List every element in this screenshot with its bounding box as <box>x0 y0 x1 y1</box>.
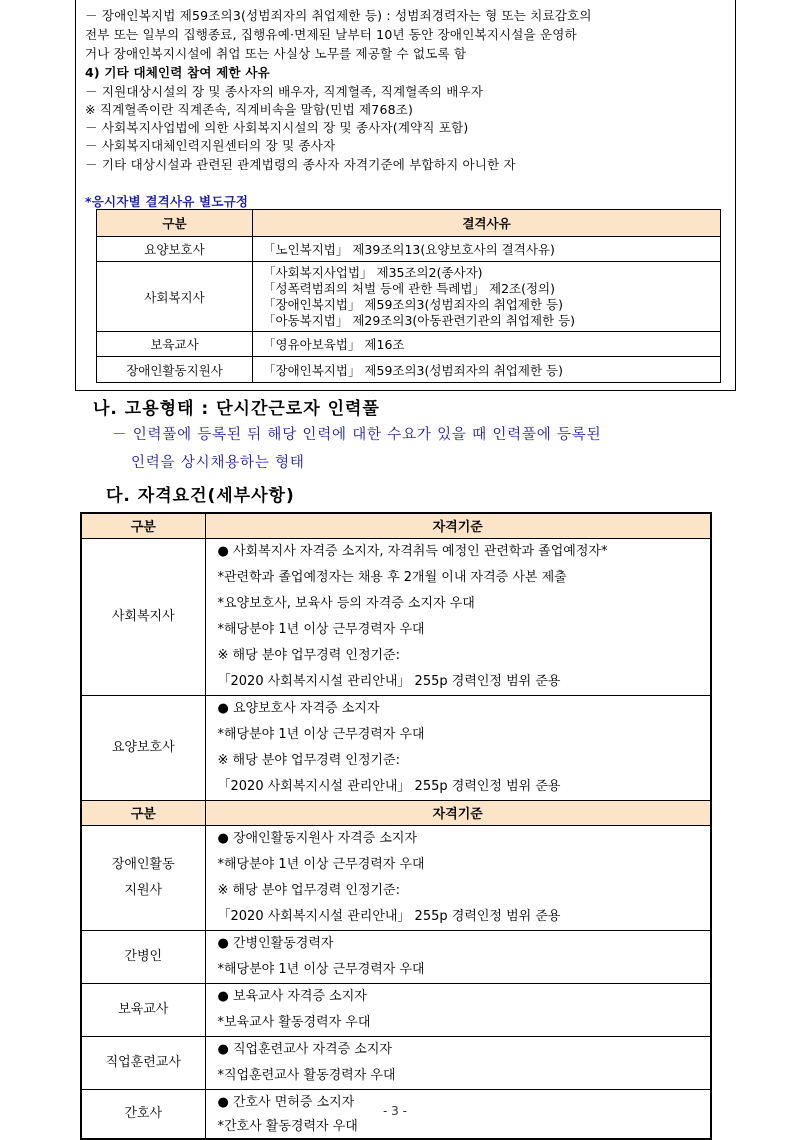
disqualification-subtitle: *응시자별 결격사유 별도규정 <box>85 194 249 209</box>
reason-line: 「아동복지법」 제29조의3(아동관련기관의 취업제한 등) <box>263 312 576 328</box>
criteria-line: 「2020 사회복지시설 관리안내」 255p 경력인정 범위 준용 <box>217 778 561 794</box>
table-row <box>97 357 721 383</box>
category-cell: 직업훈련교사 <box>81 1036 205 1089</box>
column-header: 자격기준 <box>205 513 711 538</box>
criteria-line: ● 간호사 면허증 소지자 <box>217 1094 355 1110</box>
text-line: － 사회복지대체인력지원센터의 장 및 종사자 <box>85 138 336 153</box>
category-cell: 보육교사 <box>97 332 253 357</box>
section-title-employment: 나. 고용형태 : 단시간근로자 인력풀 <box>93 399 380 419</box>
column-header: 결격사유 <box>253 210 721 237</box>
criteria-cell <box>205 825 711 930</box>
criteria-line: *해당분야 1년 이상 근무경력자 우대 <box>217 856 425 872</box>
criteria-line: 「2020 사회복지시설 관리안내」 255p 경력인정 범위 준용 <box>217 908 561 924</box>
employment-desc: 인력을 상시채용하는 형태 <box>131 455 305 471</box>
column-header: 자격기준 <box>205 800 711 825</box>
criteria-line: *요양보호사, 보육사 등의 자격증 소지자 우대 <box>217 595 475 611</box>
criteria-cell <box>205 538 711 695</box>
text-line: ※ 직계혈족이란 직계존속, 직계비속을 말함(민법 제768조) <box>85 102 414 117</box>
text-line: 거나 장애인복지시설에 취업 또는 사실상 노무를 제공할 수 없도록 함 <box>85 46 467 61</box>
text-line: － 장애인복지법 제59조의3(성범죄자의 취업제한 등) : 성범죄경력자는 형 또는 치료감호의 <box>85 8 592 23</box>
criteria-cell <box>205 983 711 1036</box>
text-line: － 사회복지사업법에 의한 사회복지시설의 장 및 종사자(계약직 포함) <box>85 120 469 135</box>
reason-line: 「장애인복지법」 제59조의3(성범죄자의 취업제한 등) <box>263 296 563 312</box>
table-row <box>81 930 711 983</box>
category-cell: 요양보호사 <box>81 695 205 800</box>
criteria-line: *해당분야 1년 이상 근무경력자 우대 <box>217 621 425 637</box>
table-row <box>97 237 721 262</box>
criteria-cell <box>205 1036 711 1089</box>
criteria-line: *간호사 활동경력자 우대 <box>217 1118 358 1134</box>
subsection-heading: 4) 기타 대체인력 참여 제한 사유 <box>85 65 270 80</box>
category-cell: 장애인활동지원사 <box>97 357 253 383</box>
criteria-line: ※ 해당 분야 업무경력 인정기준: <box>217 882 400 898</box>
criteria-line: ● 직업훈련교사 자격증 소지자 <box>217 1041 392 1057</box>
column-header: 구분 <box>97 210 253 237</box>
table-row <box>97 332 721 357</box>
reason-cell: 「영유아보육법」 제16조 <box>253 332 721 357</box>
category-cell: 간병인 <box>81 930 205 983</box>
employment-desc: － 인력풀에 등록된 뒤 해당 인력에 대한 수요가 있을 때 인력풀에 등록된 <box>112 427 602 443</box>
criteria-line: ※ 해당 분야 업무경력 인정기준: <box>217 752 400 768</box>
qualification-table <box>80 512 712 1140</box>
criteria-line: ● 보육교사 자격증 소지자 <box>217 988 367 1004</box>
criteria-line: *해당분야 1년 이상 근무경력자 우대 <box>217 961 425 977</box>
category-cell <box>81 825 205 930</box>
criteria-line: *관련학과 졸업예정자는 채용 후 2개월 이내 자격증 사본 제출 <box>217 569 567 585</box>
criteria-cell <box>205 930 711 983</box>
criteria-line: *직업훈련교사 활동경력자 우대 <box>217 1067 396 1083</box>
reason-cell: 「노인복지법」 제39조의13(요양보호사의 결격사유) <box>253 237 721 262</box>
table-row <box>81 825 711 930</box>
criteria-cell <box>205 695 711 800</box>
category-cell: 보육교사 <box>81 983 205 1036</box>
category-line: 지원사 <box>124 882 163 898</box>
criteria-line: ● 장애인활동지원사 자격증 소지자 <box>217 830 418 846</box>
column-header: 구분 <box>81 513 205 538</box>
column-header: 구분 <box>81 800 205 825</box>
reason-cell <box>253 262 721 332</box>
table-row <box>81 695 711 800</box>
table-row <box>97 262 721 332</box>
table-row <box>81 1036 711 1089</box>
text-line: － 기타 대상시설과 관련된 관계법령의 종사자 자격기준에 부합하지 아니한 자 <box>85 157 516 172</box>
criteria-line: ● 간병인활동경력자 <box>217 935 334 951</box>
page-number: - 3 - <box>383 1104 407 1118</box>
criteria-line: ● 사회복지사 자격증 소지자, 자격취득 예정인 관련학과 졸업예정자* <box>217 543 608 559</box>
category-cell: 간호사 <box>81 1089 205 1139</box>
criteria-line: *보육교사 활동경력자 우대 <box>217 1014 371 1030</box>
criteria-line: 「2020 사회복지시설 관리안내」 255p 경력인정 범위 준용 <box>217 673 561 689</box>
text-line: － 지원대상시설의 장 및 종사자의 배우자, 직계혈족, 직계혈족의 배우자 <box>85 84 484 99</box>
text-line: 전부 또는 일부의 집행종료, 집행유예·면제된 날부터 10년 동안 장애인복지시설을 운영하 <box>85 27 577 42</box>
criteria-line: *해당분야 1년 이상 근무경력자 우대 <box>217 726 425 742</box>
category-cell: 사회복지사 <box>97 262 253 332</box>
disqualification-table <box>96 209 721 383</box>
category-cell: 사회복지사 <box>81 538 205 695</box>
criteria-line: ● 요양보호사 자격증 소지자 <box>217 700 380 716</box>
reason-line: 「사회복지사업법」 제35조의2(종사자) <box>263 264 483 280</box>
table-row <box>81 538 711 695</box>
criteria-cell <box>205 1089 711 1139</box>
category-cell: 요양보호사 <box>97 237 253 262</box>
section-title-qualifications: 다. 자격요건(세부사항) <box>106 486 295 506</box>
category-line: 장애인활동 <box>111 856 175 872</box>
table-row <box>81 983 711 1036</box>
reason-line: 「성폭력범죄의 처벌 등에 관한 특례법」 제2조(정의) <box>263 280 555 296</box>
criteria-line: ※ 해당 분야 업무경력 인정기준: <box>217 647 400 663</box>
reason-cell: 「장애인복지법」 제59조의3(성범죄자의 취업제한 등) <box>253 357 721 383</box>
